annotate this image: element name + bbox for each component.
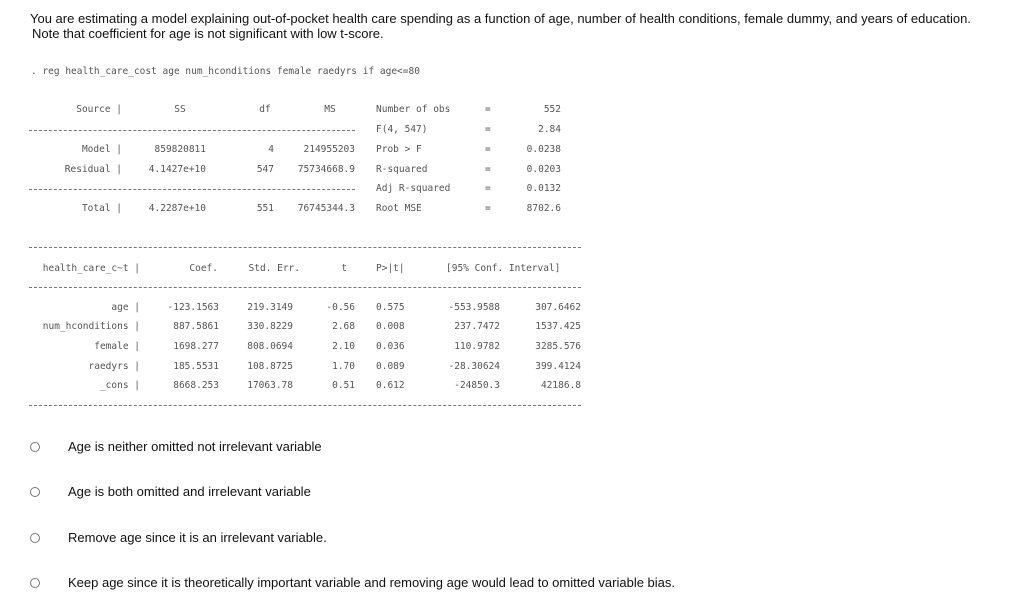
stat-equals: = (485, 183, 491, 194)
anova-separator (29, 189, 355, 190)
answer-option[interactable] (30, 575, 675, 590)
stat-value: 0.0238 (526, 144, 561, 155)
coef-row-se: 219.3149 (247, 302, 293, 313)
coef-row-var: _cons | (99, 380, 140, 391)
coef-row-t: 2.68 (332, 321, 355, 332)
anova-row-ms: 76745344.3 (297, 203, 355, 214)
stat-equals: = (485, 124, 491, 135)
stat-label: Prob > F (376, 144, 422, 155)
stat-equals: = (485, 144, 491, 155)
coef-row-ci-low: -553.9588 (448, 302, 500, 313)
stat-equals: = (485, 104, 491, 115)
coef-row-var: female | (94, 341, 140, 352)
answer-option[interactable] (30, 439, 322, 454)
answer-option[interactable] (30, 530, 327, 545)
coef-separator (29, 247, 581, 248)
coef-row-ci-low: -28.30624 (448, 361, 500, 372)
anova-row-ms: 75734668.9 (297, 164, 355, 175)
coef-row-t: 1.70 (332, 361, 355, 372)
coef-row-p: 0.612 (376, 380, 405, 391)
coef-row-ci-high: 42186.8 (540, 380, 581, 391)
coef-row-ci-high: 1537.425 (535, 321, 581, 332)
coef-row-var: num_hconditions | (42, 321, 140, 332)
radio-button[interactable] (30, 442, 40, 452)
coef-header-t: t (341, 263, 347, 274)
anova-row-df: 547 (256, 164, 274, 175)
answer-option-label: Keep age since it is theoretically important variable and removing age would lead to omitted variable bias. (68, 575, 676, 590)
coef-row-ci-low: -24850.3 (454, 380, 500, 391)
coef-row-se: 330.8229 (247, 321, 293, 332)
anova-row-ss: 859820811 (154, 144, 206, 155)
coef-header-se: Std. Err. (248, 263, 300, 274)
stata-command: . reg health_care_cost age num_hconditions female raedyrs if age<=80 (31, 66, 420, 77)
stat-label: Root MSE (376, 203, 422, 214)
stat-value: 2.84 (538, 124, 561, 135)
coef-row-coef: 8668.253 (173, 380, 219, 391)
stat-value: 0.0203 (526, 164, 561, 175)
coef-separator (29, 405, 581, 406)
coef-row-ci-high: 3285.576 (535, 341, 581, 352)
anova-header-df: df (259, 104, 271, 115)
question-line-1: You are estimating a model explaining out-of-pocket health care spending as a function of age, number of health conditions, female dummy, and years of education. (30, 11, 971, 26)
coef-row-coef: 1698.277 (173, 341, 219, 352)
stat-value: 552 (543, 104, 561, 115)
question-line-2: Note that coefficient for age is not significant with low t-score. (32, 26, 384, 41)
stat-label: R-squared (376, 164, 428, 175)
anova-header-ms: MS (324, 104, 336, 115)
coef-header-coef: Coef. (189, 263, 218, 274)
coef-row-ci-low: 237.7472 (454, 321, 500, 332)
anova-row-ss: 4.1427e+10 (148, 164, 206, 175)
answer-option[interactable] (30, 484, 311, 499)
radio-button[interactable] (30, 487, 40, 497)
anova-row-source: Total | (81, 203, 122, 214)
coef-row-se: 17063.78 (247, 380, 293, 391)
anova-row-df: 4 (268, 144, 274, 155)
answer-option-label: Age is both omitted and irrelevant variable (68, 484, 311, 499)
anova-row-source: Model | (81, 144, 122, 155)
coef-header-var: health_care_c~t | (42, 263, 140, 274)
radio-button[interactable] (30, 533, 40, 543)
answer-option-label: Remove age since it is an irrelevant variable. (68, 530, 327, 545)
radio-button[interactable] (30, 578, 40, 588)
coef-row-coef: 887.5861 (173, 321, 219, 332)
stat-value: 8702.6 (526, 203, 561, 214)
coef-row-t: 2.10 (332, 341, 355, 352)
question-text (30, 11, 971, 41)
coef-row-se: 108.8725 (247, 361, 293, 372)
stat-equals: = (485, 203, 491, 214)
coef-row-p: 0.036 (376, 341, 405, 352)
coef-row-ci-high: 399.4124 (535, 361, 581, 372)
anova-row-source: Residual | (64, 164, 122, 175)
anova-header-source: Source | (76, 104, 122, 115)
coef-header-ci: [95% Conf. Interval] (446, 263, 561, 274)
stat-label: Adj R-squared (376, 183, 451, 194)
coef-row-p: 0.089 (376, 361, 405, 372)
stat-label: F(4, 547) (376, 124, 428, 135)
stat-equals: = (485, 164, 491, 175)
coef-row-var: age | (111, 302, 140, 313)
coef-row-coef: 185.5531 (173, 361, 219, 372)
anova-row-df: 551 (256, 203, 274, 214)
anova-separator (29, 130, 355, 131)
coef-row-p: 0.575 (376, 302, 405, 313)
coef-row-ci-high: 307.6462 (535, 302, 581, 313)
coef-row-t: 0.51 (332, 380, 355, 391)
coef-header-p: P>|t| (376, 263, 405, 274)
anova-row-ms: 214955203 (303, 144, 355, 155)
anova-row-ss: 4.2287e+10 (148, 203, 206, 214)
coef-row-var: raedyrs | (88, 361, 140, 372)
answer-option-label: Age is neither omitted not irrelevant variable (68, 439, 322, 454)
stat-value: 0.0132 (526, 183, 561, 194)
stat-label: Number of obs (376, 104, 451, 115)
coef-row-se: 808.0694 (247, 341, 293, 352)
coef-row-t: -0.56 (326, 302, 355, 313)
coef-row-ci-low: 110.9782 (454, 341, 500, 352)
coef-row-coef: -123.1563 (167, 302, 219, 313)
anova-header-ss: SS (174, 104, 186, 115)
coef-separator (29, 287, 581, 288)
coef-row-p: 0.008 (376, 321, 405, 332)
